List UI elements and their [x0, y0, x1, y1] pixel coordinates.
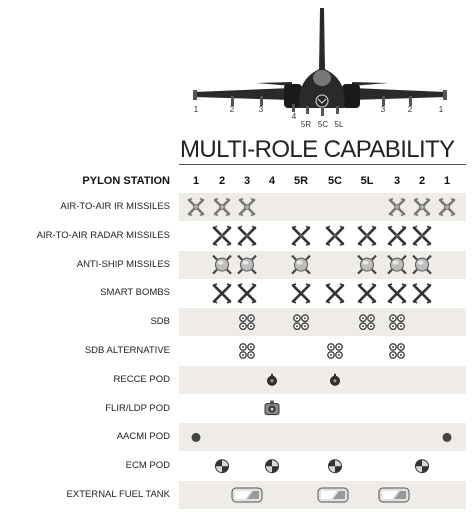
pylon-number: 2 — [407, 105, 413, 114]
ecm-pod-icon — [216, 460, 229, 473]
station-header: 2 — [218, 175, 226, 187]
station-header: 1 — [192, 175, 200, 187]
row-label: ANTI-SHIP MISSILES — [76, 258, 170, 270]
chart-title: MULTI-ROLE CAPABILITY — [180, 136, 455, 163]
anti-ship-missile-icon — [413, 256, 431, 274]
smart-bomb-icon — [214, 284, 230, 303]
row-label: FLIR/LDP POD — [105, 402, 170, 414]
radar-missile-icon — [239, 226, 255, 245]
row-label: AIR-TO-AIR IR MISSILES — [60, 201, 170, 212]
station-header: 2 — [418, 175, 426, 187]
pylon-number: 2 — [229, 105, 235, 114]
pylon-number: 5R — [300, 120, 312, 129]
row-label: RECCE POD — [113, 373, 170, 385]
station-header: 3 — [243, 175, 251, 187]
ir-missile-icon — [440, 199, 454, 216]
aacmi-pod-icon — [192, 433, 201, 442]
station-header: 5R — [293, 175, 309, 187]
radar-missile-icon — [414, 226, 430, 245]
row-label: SDB ALTERNATIVE — [84, 345, 170, 356]
radar-missile-icon — [327, 226, 343, 245]
ecm-pod-icon — [266, 460, 279, 473]
ir-missile-icon — [240, 199, 254, 216]
aacmi-pod-icon — [443, 433, 452, 442]
station-header: 1 — [443, 175, 451, 187]
pylon-station-header: PYLON STATION — [82, 175, 170, 187]
ir-missile-icon — [189, 199, 203, 216]
radar-missile-icon — [389, 226, 405, 245]
row-label: SDB — [150, 316, 170, 328]
station-header: 5C — [327, 175, 343, 187]
sdb-icon — [240, 344, 254, 358]
ir-missile-icon — [390, 199, 404, 216]
station-header: 3 — [393, 175, 401, 187]
station-header: 5L — [360, 175, 374, 187]
sdb-icon — [294, 315, 308, 329]
pylon-number: 3 — [380, 105, 386, 114]
pylon-number: 1 — [438, 105, 444, 114]
ir-missile-icon — [215, 199, 229, 216]
ecm-pod-icon — [329, 460, 342, 473]
row-label: SMART BOMBS — [100, 287, 170, 299]
ecm-pod-icon — [416, 460, 429, 473]
ir-missile-icon — [415, 199, 429, 216]
row-label: ECM POD — [125, 460, 170, 472]
row-label: AACMI POD — [116, 431, 170, 443]
sdb-icon — [240, 315, 254, 329]
smart-bomb-icon — [414, 284, 430, 303]
smart-bomb-icon — [239, 284, 255, 303]
anti-ship-missile-icon — [388, 256, 406, 274]
fuel-tank-icon — [232, 488, 262, 502]
smart-bomb-icon — [327, 284, 343, 303]
pylon-number: 4 — [291, 112, 297, 121]
recce-pod-icon — [330, 374, 340, 386]
smart-bomb-icon — [293, 284, 309, 303]
anti-ship-missile-icon — [292, 256, 310, 274]
pylon-number: 1 — [193, 105, 199, 114]
flir-pod-icon — [265, 401, 279, 415]
recce-pod-icon — [267, 374, 277, 386]
radar-missile-icon — [293, 226, 309, 245]
row-label: EXTERNAL FUEL TANK — [66, 489, 170, 500]
sdb-icon — [328, 344, 342, 358]
fuel-tank-icon — [318, 488, 348, 502]
anti-ship-missile-icon — [358, 256, 376, 274]
pylon-number: 5C — [317, 120, 329, 129]
station-header: 4 — [268, 175, 276, 187]
sdb-icon — [390, 344, 404, 358]
anti-ship-missile-icon — [213, 256, 231, 274]
radar-missile-icon — [359, 226, 375, 245]
anti-ship-missile-icon — [238, 256, 256, 274]
smart-bomb-icon — [359, 284, 375, 303]
radar-missile-icon — [214, 226, 230, 245]
smart-bomb-icon — [389, 284, 405, 303]
pylon-number: 3 — [258, 105, 264, 114]
fuel-tank-icon — [379, 488, 409, 502]
row-label: AIR-TO-AIR RADAR MISSILES — [36, 229, 170, 241]
sdb-icon — [360, 315, 374, 329]
sdb-icon — [390, 315, 404, 329]
pylon-number: 5L — [334, 120, 344, 129]
